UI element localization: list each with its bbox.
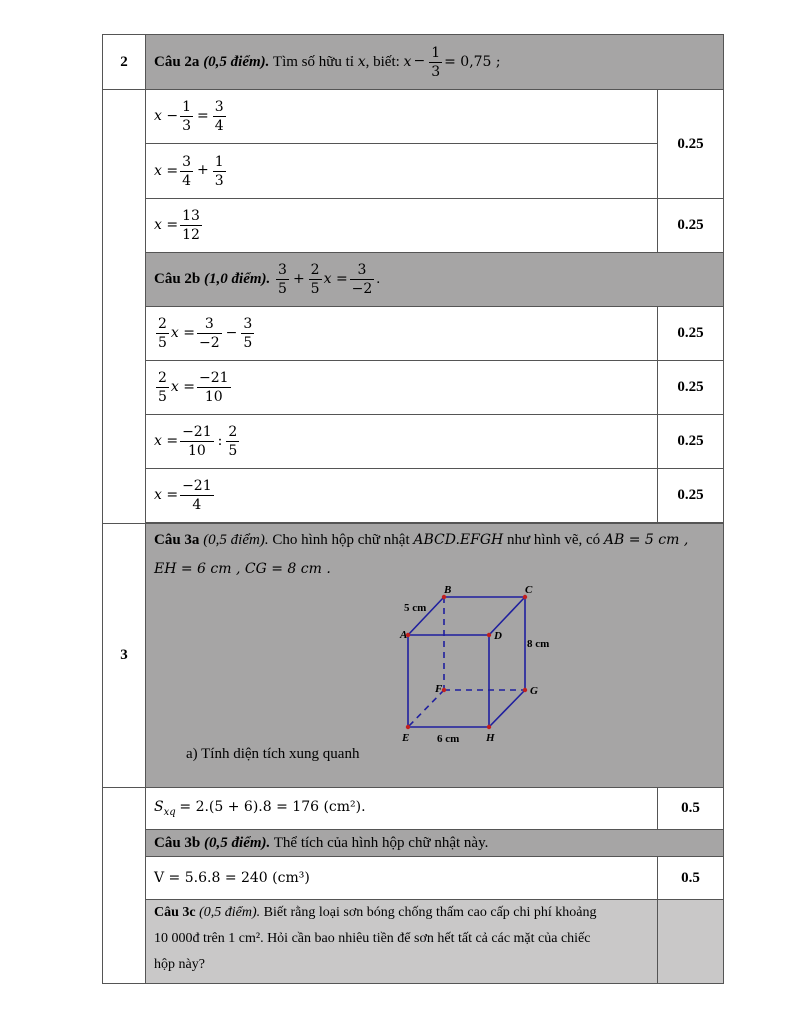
variable: x bbox=[357, 53, 366, 70]
label-g: G bbox=[530, 685, 538, 697]
label-a: A bbox=[400, 629, 408, 641]
score: 0.25 bbox=[658, 90, 724, 199]
question-label: Câu 3c bbox=[154, 905, 196, 920]
question-points: (0,5 điểm). bbox=[204, 834, 271, 851]
fraction: $\frac{1}{3}$ bbox=[431, 44, 441, 80]
dim-eh-label: 6 cm bbox=[437, 733, 460, 745]
fraction: $\frac{-21}{10}$ bbox=[199, 370, 229, 405]
answer-key-table bbox=[102, 34, 723, 986]
blank-score-cell bbox=[658, 900, 724, 984]
fraction: $\frac{3}{-2}$ bbox=[351, 262, 373, 297]
step-lhs: x = bbox=[170, 324, 195, 341]
fraction: $\frac{3}{5}$ bbox=[243, 316, 253, 351]
question-text-2: , biết: bbox=[365, 53, 400, 70]
box-name: ABCD.EFGH bbox=[413, 532, 504, 548]
question-label: Câu 3a bbox=[154, 532, 200, 548]
question-text: Tìm số hữu tỉ bbox=[272, 53, 354, 70]
step-row bbox=[146, 199, 658, 253]
operator: = bbox=[197, 107, 209, 124]
question-text-2: như hình vẽ, có bbox=[507, 532, 601, 548]
blank-number-cell bbox=[103, 90, 146, 524]
vertex-f bbox=[442, 688, 446, 692]
question-number: 2 bbox=[103, 35, 146, 90]
fraction: $\frac{2}{5}$ bbox=[310, 262, 320, 297]
vertex-e bbox=[406, 725, 410, 729]
answer-3a bbox=[146, 788, 658, 830]
operator: − bbox=[225, 324, 238, 341]
label-c: C bbox=[525, 584, 533, 596]
fraction: $\frac{3}{5}$ bbox=[278, 262, 287, 297]
question-text: Thể tích của hình hộp chữ nhật này. bbox=[273, 834, 489, 851]
question-label: Câu 2a bbox=[154, 53, 200, 70]
question-3b-prompt bbox=[146, 830, 724, 857]
blank-number-cell bbox=[103, 788, 146, 984]
given-ab: AB = 5 cm , bbox=[603, 532, 689, 548]
label-h: H bbox=[486, 732, 495, 744]
box-figure bbox=[342, 584, 550, 746]
label-b: B bbox=[444, 584, 452, 596]
question-points: (0,5 điểm). bbox=[199, 905, 261, 920]
question-points: (0,5 điểm). bbox=[203, 532, 269, 548]
step-lhs: x = bbox=[154, 432, 179, 449]
step-lhs: x = bbox=[170, 378, 195, 395]
operator: + bbox=[197, 162, 209, 179]
question-2b-prompt bbox=[146, 253, 724, 307]
step-lhs: x − bbox=[154, 107, 179, 124]
formula: V = 5.6.8 = 240 (cm³) bbox=[154, 869, 310, 886]
operator: : bbox=[217, 432, 223, 449]
step-row bbox=[146, 415, 658, 469]
step-lhs: x = bbox=[154, 486, 179, 503]
step-row bbox=[146, 90, 658, 144]
fraction: $\frac{-21}{10}$ bbox=[182, 424, 212, 459]
question-line-1: Biết rằng loại sơn bóng chống thấm cao cấp chi phí khoảng bbox=[263, 905, 597, 920]
step-row bbox=[146, 307, 658, 361]
equation-tail: = 0,75 ; bbox=[444, 53, 501, 70]
edge-fe bbox=[408, 690, 444, 727]
step-lhs: x = bbox=[154, 162, 179, 179]
formula-rest: = 2.(5 + 6).8 = 176 (cm²). bbox=[179, 799, 366, 815]
step-lhs: x = bbox=[154, 216, 179, 233]
question-points: (0,5 điểm). bbox=[203, 53, 270, 70]
question-3c-prompt bbox=[146, 900, 658, 984]
fraction: $\frac{1}{3}$ bbox=[214, 153, 224, 189]
fraction: $\frac{2}{5}$ bbox=[158, 370, 167, 405]
question-line-3: hộp này? bbox=[154, 957, 205, 972]
edge-hg bbox=[489, 690, 525, 727]
step-row bbox=[146, 469, 658, 523]
dim-cg-label: 8 cm bbox=[527, 638, 550, 650]
question-number: 3 bbox=[103, 524, 146, 788]
label-f: F bbox=[435, 683, 443, 695]
fraction: $\frac{1}{3}$ bbox=[182, 99, 191, 134]
score: 0.25 bbox=[658, 469, 724, 523]
question-2a-prompt: Câu 2a (0,5 điểm). Tìm số hữu tỉ x, biết: x − $\frac{1}{3}$ = 0,75 ; bbox=[146, 35, 724, 90]
fraction: $\frac{2}{5}$ bbox=[228, 424, 238, 459]
operator: + bbox=[292, 270, 305, 287]
vertex-g bbox=[523, 688, 527, 692]
equation-end: . bbox=[376, 270, 381, 287]
score: 0.5 bbox=[658, 857, 724, 900]
fraction: $\frac{2}{5}$ bbox=[158, 316, 167, 351]
question-3a-prompt bbox=[146, 524, 724, 788]
question-label: Câu 2b bbox=[154, 270, 201, 287]
answer-3b bbox=[146, 857, 658, 900]
score: 0.25 bbox=[658, 361, 724, 415]
score: 0.25 bbox=[658, 199, 724, 253]
question-3a-text bbox=[146, 524, 723, 584]
formula-subscript: xq bbox=[163, 807, 176, 818]
label-e: E bbox=[402, 732, 410, 744]
question-line-2: 10 000đ trên 1 cm². Hỏi cần bao nhiêu tiền để sơn hết tất cả các mặt của chiếc bbox=[154, 931, 591, 946]
fraction: $\frac{-21}{4}$ bbox=[182, 478, 212, 513]
formula-symbol: S bbox=[154, 799, 164, 815]
score: 0.5 bbox=[658, 788, 724, 830]
vertex-h bbox=[487, 725, 491, 729]
question-text: Cho hình hộp chữ nhật bbox=[272, 532, 410, 548]
given-eh-cg: EH = 6 cm , CG = 8 cm . bbox=[154, 561, 331, 577]
question-points: (1,0 điểm). bbox=[204, 270, 271, 287]
question-label: Câu 3b bbox=[154, 834, 201, 851]
fraction: $\frac{3}{4}$ bbox=[182, 153, 191, 189]
sub-question-a: a) Tính diện tích xung quanh bbox=[186, 746, 360, 762]
step-row bbox=[146, 361, 658, 415]
fraction: $\frac{13}{12}$ bbox=[182, 208, 200, 243]
dim-ab-label: 5 cm bbox=[404, 602, 427, 614]
equation-var: x = bbox=[323, 270, 348, 287]
fraction: $\frac{3}{-2}$ bbox=[199, 316, 220, 351]
equation-var: x bbox=[403, 53, 412, 70]
score: 0.25 bbox=[658, 415, 724, 469]
vertex-d bbox=[487, 633, 491, 637]
step-row bbox=[146, 144, 658, 199]
label-d: D bbox=[494, 630, 502, 642]
fraction: $\frac{3}{4}$ bbox=[214, 99, 224, 134]
score: 0.25 bbox=[658, 307, 724, 361]
